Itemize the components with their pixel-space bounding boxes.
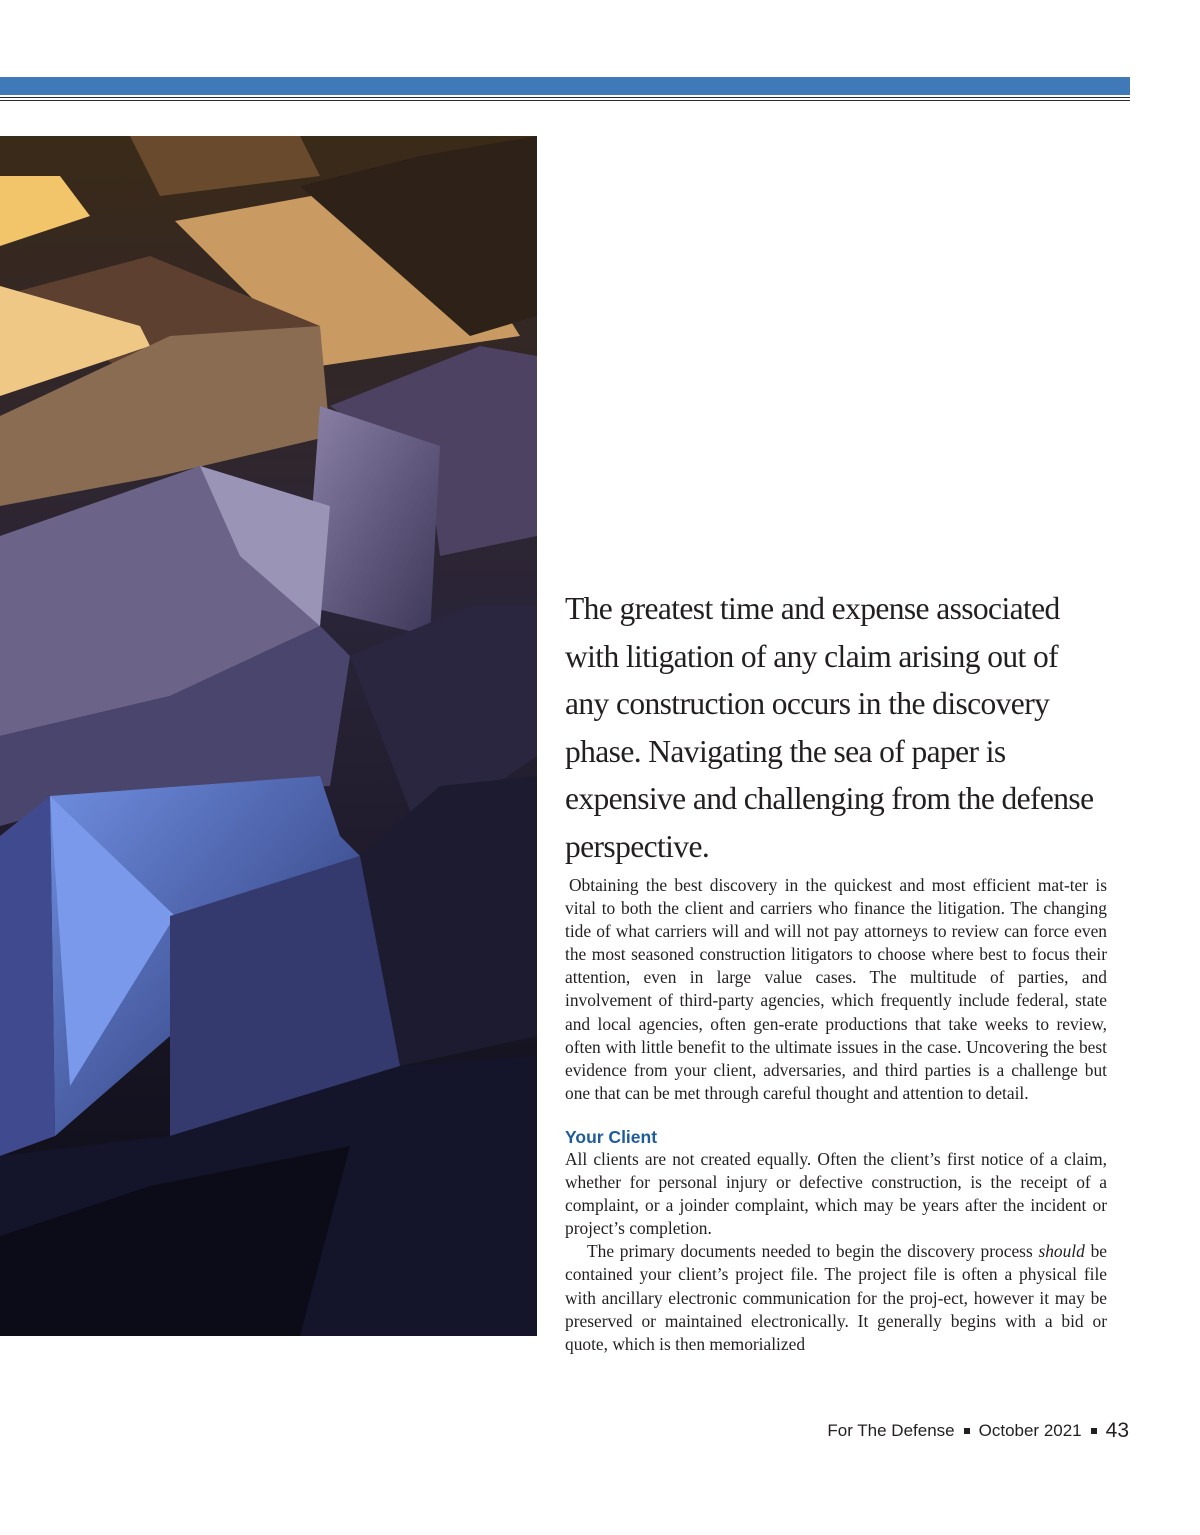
- emphasis-text: should: [1038, 1241, 1085, 1262]
- header-rule: [0, 100, 1130, 101]
- publication-name: For The Defense: [827, 1421, 955, 1440]
- issue-date: October 2021: [978, 1421, 1082, 1440]
- paragraph-text: The primary documents needed to begin the discovery process: [587, 1241, 1039, 1262]
- page-footer: [827, 1419, 1129, 1443]
- maze-icon: [0, 136, 537, 1336]
- header-accent-bar: [0, 77, 1130, 95]
- pull-quote: The greatest time and expense associated with litigation of any claim arising out of any construction occurs in the discovery phase. Navigating the sea of paper is expensive and challenging from the defense perspective.: [565, 591, 1094, 864]
- separator-icon: [964, 1428, 970, 1434]
- paragraph-text: be contained your client’s project file. The project file is often a physical file with ancillary electronic communication for the proj-ect, however it may be preserved or maintained electronically. It generally begins with a bid or quote, which is then memorialized: [565, 1241, 1107, 1354]
- section-paragraph: All clients are not created equally. Often the client’s first notice of a claim, whether for personal injury or defective construction, is the receipt of a complaint, or a joinder complaint, which may be years after the incident or project’s completion.: [565, 1148, 1107, 1239]
- section-paragraph: [565, 1240, 1107, 1355]
- page-number: 43: [1105, 1419, 1129, 1442]
- article-column: [565, 585, 1107, 1356]
- separator-icon: [1091, 1428, 1097, 1434]
- maze-illustration: [0, 136, 537, 1336]
- section-heading: Your Client: [565, 1126, 658, 1147]
- header-rule: [0, 97, 1130, 98]
- intro-paragraph: Obtaining the best discovery in the quickest and most efficient mat-ter is vital to both the client and carriers who finance the litigation. The changing tide of what carriers will and will not pay attorneys to review can force even the most seasoned construction litigators to choose where best to focus their attention, even in large value cases. The multitude of parties, and involvement of third-party agencies, which frequently include federal, state and local agencies, often gen-erate productions that take weeks to review, often with little benefit to the ultimate issues in the case. Uncovering the best evidence from your client, adversaries, and third parties is a challenge but one that can be met through careful thought and attention to detail.: [565, 875, 1107, 1103]
